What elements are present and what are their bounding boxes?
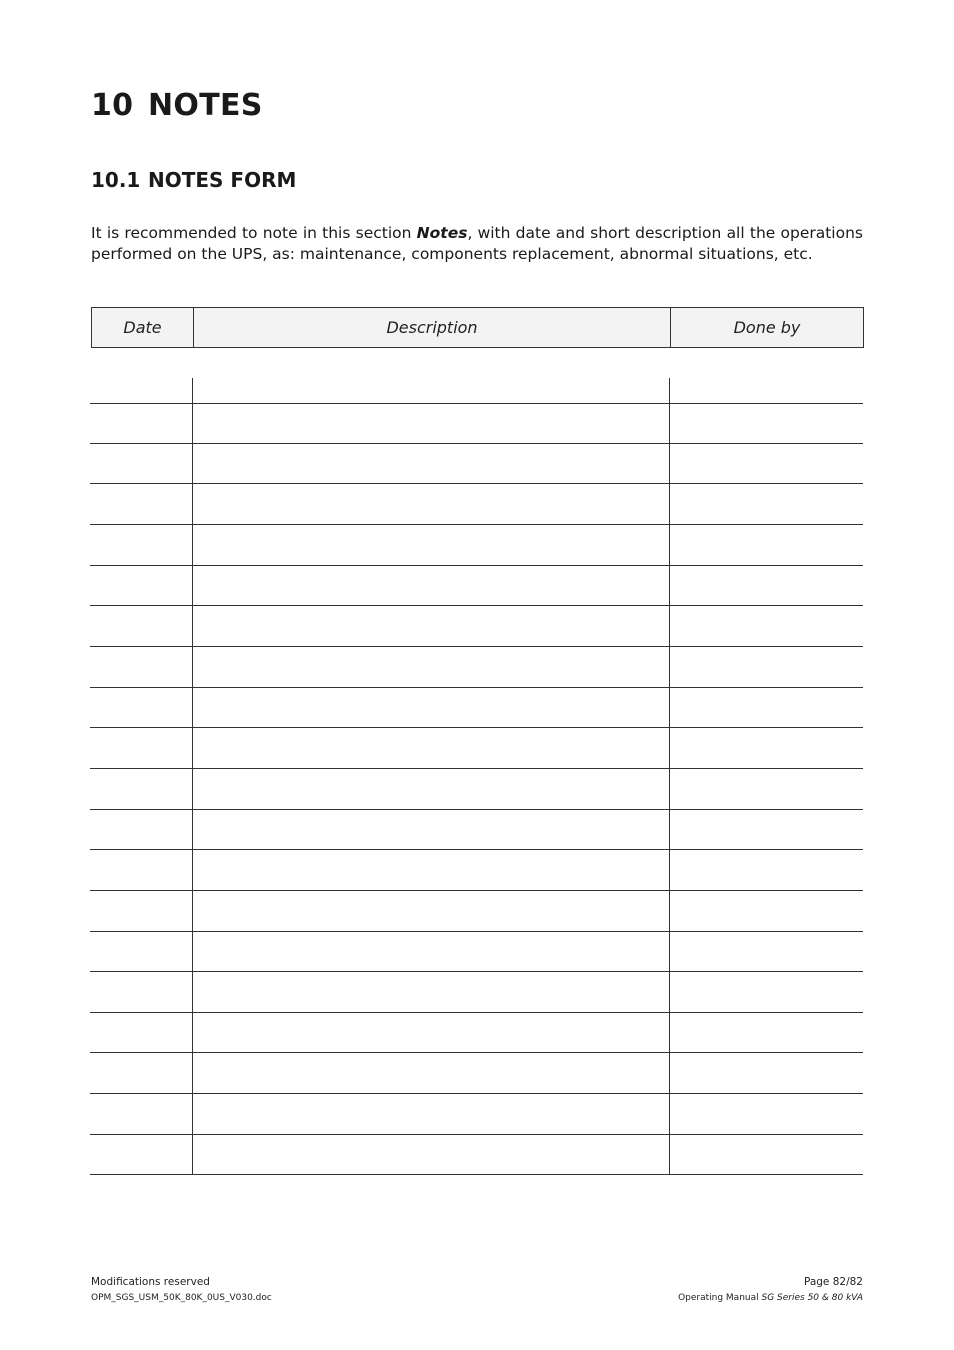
description-cell[interactable] xyxy=(193,688,670,727)
done-by-cell[interactable] xyxy=(670,1013,863,1052)
description-cell[interactable] xyxy=(193,972,670,1012)
description-cell[interactable] xyxy=(193,769,670,809)
done-by-cell[interactable] xyxy=(670,444,863,483)
date-cell[interactable] xyxy=(90,378,193,403)
date-cell[interactable] xyxy=(90,444,193,483)
date-cell[interactable] xyxy=(90,1013,193,1052)
done-by-cell[interactable] xyxy=(670,647,863,687)
table-row xyxy=(90,932,863,972)
done-by-cell[interactable] xyxy=(670,566,863,605)
footer-filename: OPM_SGS_USM_50K_80K_0US_V030.doc xyxy=(91,1293,272,1303)
done-by-cell[interactable] xyxy=(670,932,863,971)
table-row xyxy=(90,566,863,606)
description-cell[interactable] xyxy=(193,810,670,849)
table-row xyxy=(90,606,863,647)
footer-page-number: Page 82/82 xyxy=(803,1276,863,1288)
date-cell[interactable] xyxy=(90,566,193,605)
date-cell[interactable] xyxy=(90,647,193,687)
table-row xyxy=(90,1013,863,1053)
table-row xyxy=(90,769,863,810)
subsection-number: 10.1 xyxy=(91,168,141,192)
date-cell[interactable] xyxy=(90,525,193,565)
column-header-date: Date xyxy=(92,308,194,347)
table-row xyxy=(90,1053,863,1094)
table-row xyxy=(90,1135,863,1175)
done-by-cell[interactable] xyxy=(670,378,863,403)
description-cell[interactable] xyxy=(193,1053,670,1093)
description-cell[interactable] xyxy=(193,932,670,971)
table-row xyxy=(90,972,863,1013)
description-cell[interactable] xyxy=(193,1013,670,1052)
column-header-done-by: Done by xyxy=(733,318,801,337)
done-by-cell[interactable] xyxy=(670,850,863,890)
description-cell[interactable] xyxy=(193,728,670,768)
done-by-cell[interactable] xyxy=(670,606,863,646)
footer-manual-prefix: Operating Manual xyxy=(678,1293,762,1303)
date-cell[interactable] xyxy=(90,850,193,890)
table-row xyxy=(90,525,863,566)
date-cell[interactable] xyxy=(90,810,193,849)
table-row xyxy=(90,444,863,484)
date-cell[interactable] xyxy=(90,404,193,443)
date-cell[interactable] xyxy=(90,1135,193,1174)
description-cell[interactable] xyxy=(193,404,670,443)
description-cell[interactable] xyxy=(193,606,670,646)
table-row xyxy=(90,850,863,891)
footer-manual-title xyxy=(678,1290,863,1306)
date-cell[interactable] xyxy=(90,1094,193,1134)
description-cell[interactable] xyxy=(193,1135,670,1174)
description-cell[interactable] xyxy=(193,891,670,931)
notes-table-header xyxy=(91,307,864,348)
done-by-cell[interactable] xyxy=(670,728,863,768)
footer-left xyxy=(91,1274,272,1306)
intro-paragraph xyxy=(91,223,863,265)
footer-modifications: Modifications reserved xyxy=(91,1276,210,1288)
table-row xyxy=(90,1094,863,1135)
intro-emphasis: Notes xyxy=(416,224,468,242)
table-row xyxy=(90,688,863,728)
done-by-cell[interactable] xyxy=(670,1053,863,1093)
date-cell[interactable] xyxy=(90,891,193,931)
table-row xyxy=(90,810,863,850)
description-cell[interactable] xyxy=(193,566,670,605)
done-by-cell[interactable] xyxy=(670,972,863,1012)
description-cell[interactable] xyxy=(193,378,670,403)
done-by-cell[interactable] xyxy=(670,484,863,524)
date-cell[interactable] xyxy=(90,769,193,809)
done-by-cell[interactable] xyxy=(670,810,863,849)
date-cell[interactable] xyxy=(90,1053,193,1093)
done-by-cell[interactable] xyxy=(670,525,863,565)
table-row xyxy=(90,891,863,932)
done-by-cell[interactable] xyxy=(670,688,863,727)
table-row xyxy=(90,484,863,525)
date-cell[interactable] xyxy=(90,484,193,524)
section-number: 10 xyxy=(91,88,134,123)
table-row xyxy=(90,728,863,769)
date-cell[interactable] xyxy=(90,728,193,768)
description-cell[interactable] xyxy=(193,484,670,524)
footer-right xyxy=(678,1274,863,1306)
notes-table-body xyxy=(90,378,863,1175)
section-heading xyxy=(91,88,263,123)
intro-text-after: , with date and short description all the operations performed on the UPS, as: maintenance, components replacement, abnormal situations, etc. xyxy=(91,224,863,263)
description-cell[interactable] xyxy=(193,647,670,687)
date-cell[interactable] xyxy=(90,932,193,971)
description-cell[interactable] xyxy=(193,1094,670,1134)
date-cell[interactable] xyxy=(90,688,193,727)
date-cell[interactable] xyxy=(90,972,193,1012)
done-by-cell[interactable] xyxy=(670,769,863,809)
section-title: NOTES xyxy=(148,88,263,123)
subsection-title: NOTES FORM xyxy=(148,168,297,192)
footer-manual-series: SG Series 50 & 80 kVA xyxy=(761,1293,863,1303)
column-header-description: Description xyxy=(194,308,671,347)
done-by-cell[interactable] xyxy=(670,1094,863,1134)
date-cell[interactable] xyxy=(90,606,193,646)
description-cell[interactable] xyxy=(193,850,670,890)
table-row xyxy=(90,647,863,688)
description-cell[interactable] xyxy=(193,525,670,565)
done-by-cell[interactable] xyxy=(670,404,863,443)
table-row xyxy=(90,404,863,444)
done-by-cell[interactable] xyxy=(670,891,863,931)
table-row xyxy=(90,378,863,404)
description-cell[interactable] xyxy=(193,444,670,483)
intro-text-before: It is recommended to note in this section xyxy=(91,224,417,242)
done-by-cell[interactable] xyxy=(670,1135,863,1174)
subsection-heading xyxy=(91,168,296,192)
